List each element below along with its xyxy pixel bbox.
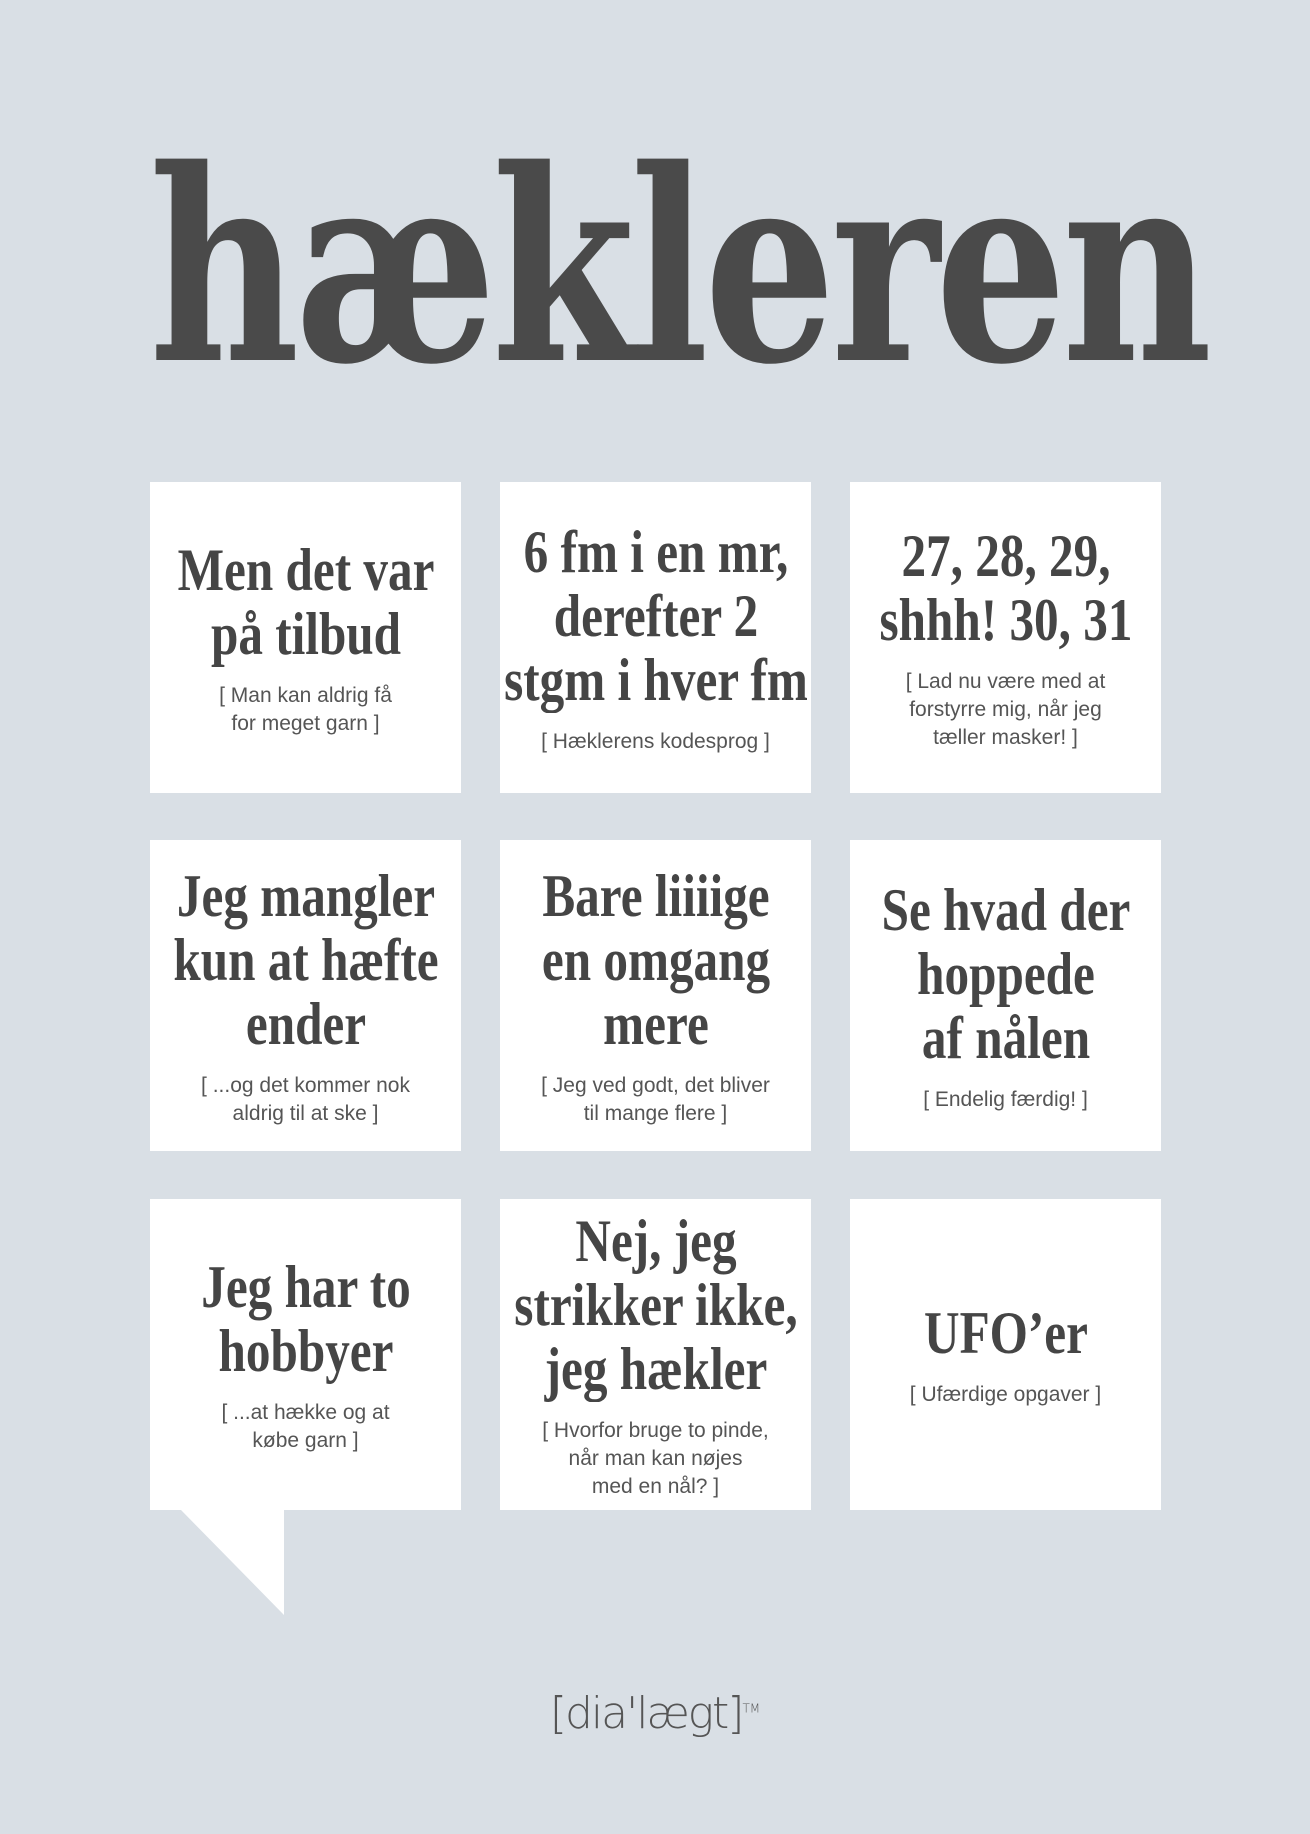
card-subtext: [ Jeg ved godt, det bliver til mange flere ] (541, 1073, 770, 1125)
quote-card-2 (500, 482, 811, 793)
card-subtext: [ Lad nu være med at forstyrre mig, når jeg tæller masker! ] (905, 669, 1106, 749)
quote-card-5 (500, 840, 811, 1151)
quote-card-9 (850, 1199, 1161, 1510)
quote-card-4 (150, 840, 461, 1151)
card-subtext: [ Hæklerens kodesprog ] (541, 729, 770, 753)
quote-card-6 (850, 840, 1161, 1151)
card-headline: Nej, jeg strikker ikke, jeg hækler (513, 1207, 798, 1402)
card-headline: UFO’er (923, 1299, 1088, 1366)
card-headline: Men det var på tilbud (177, 536, 434, 667)
card-headline: 6 fm i en mr, derefter 2 stgm i hver fm (503, 518, 808, 713)
card-headline: Se hvad der hoppede af nålen (881, 876, 1130, 1071)
quote-card-1 (150, 482, 461, 793)
quote-card-3 (850, 482, 1161, 793)
card-subtext: [ ...at hække og at købe garn ] (221, 1400, 390, 1452)
card-subtext: [ ...og det kommer nok aldrig til at ske ] (201, 1073, 410, 1125)
brand-logo: [dia'lægt]™ (549, 1688, 761, 1739)
card-subtext: [ Man kan aldrig få for meget garn ] (219, 683, 392, 735)
quote-card-8 (500, 1199, 811, 1510)
speech-bubble-tail (150, 1510, 285, 1615)
card-subtext: [ Hvorfor bruge to pinde, når man kan nøjes med en nål? ] (542, 1418, 769, 1498)
poster-title: hækleren (149, 112, 1208, 423)
card-headline: 27, 28, 29, shhh! 30, 31 (879, 522, 1132, 653)
card-headline: Bare liiiige en omgang mere (541, 862, 770, 1057)
quote-card-7 (150, 1199, 461, 1510)
card-subtext: [ Ufærdige opgaver ] (909, 1382, 1102, 1406)
card-headline: Jeg mangler kun at hæfte ender (172, 862, 439, 1057)
card-headline: Jeg har to hobbyer (200, 1253, 411, 1384)
card-subtext: [ Endelig færdig! ] (923, 1087, 1088, 1111)
